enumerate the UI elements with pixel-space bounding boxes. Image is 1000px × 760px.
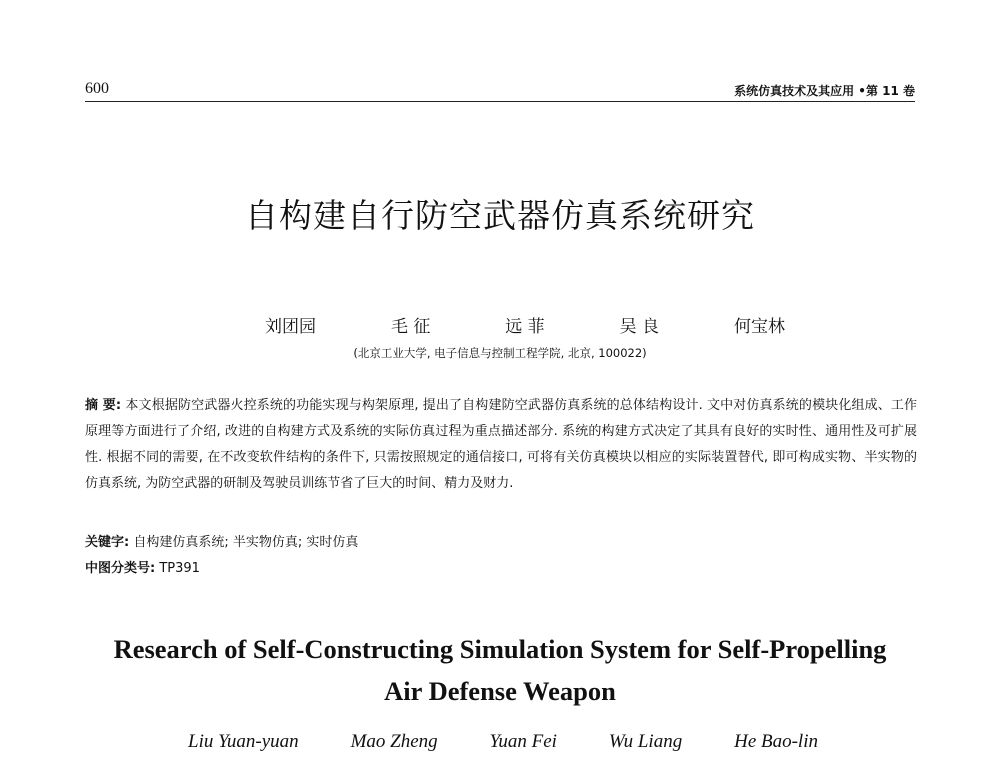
author-en: Liu Yuan-yuan: [188, 731, 299, 752]
page-header: [85, 80, 915, 100]
keywords: [85, 531, 358, 550]
author-en: Yuan Fei: [489, 731, 557, 752]
author-en: Wu Liang: [608, 731, 683, 752]
classification-label: 中图分类号:: [85, 561, 156, 576]
abstract: [85, 393, 917, 497]
author-cn: 何宝林: [733, 317, 785, 337]
author-en: Mao Zheng: [350, 731, 438, 752]
page-number: 600: [85, 80, 109, 97]
chinese-authors: [265, 312, 785, 337]
english-title-line2: Air Defense Weapon: [384, 676, 616, 706]
classification: [85, 557, 200, 576]
author-en: He Bao-lin: [734, 731, 818, 752]
english-title-line1: Research of Self-Constructing Simulation System for Self-Propelling: [113, 634, 887, 664]
keywords-text: 自构建仿真系统; 半实物仿真; 实时仿真: [133, 535, 359, 550]
header-rule: [85, 101, 915, 102]
english-title: [0, 628, 1000, 712]
author-cn: 毛 征: [390, 317, 431, 337]
abstract-label: 摘 要:: [85, 398, 122, 413]
keywords-label: 关键字:: [85, 535, 130, 550]
chinese-affiliation: (北京工业大学, 电子信息与控制工程学院, 北京, 100022): [353, 346, 647, 360]
chinese-title: 自构建自行防空武器仿真系统研究: [245, 196, 755, 235]
english-authors: [188, 731, 818, 753]
author-cn: 吴 良: [619, 317, 660, 337]
author-cn: 刘团园: [265, 317, 316, 337]
author-cn: 远 菲: [505, 317, 545, 337]
classification-text: TP391: [159, 561, 200, 576]
journal-name: 系统仿真技术及其应用 •第 11 卷: [734, 84, 915, 98]
abstract-text: 本文根据防空武器火控系统的功能实现与构架原理, 提出了自构建防空武器仿真系统的总体结构设计. 文中对仿真系统的模块化组成、工作原理等方面进行了介绍, 改进的自构建方式及系统的实际仿真过程为重点描述部分. 系统的构建方式决定了其具有良好的实时性、通用性及可扩展性. 根据不同的需要, 在不改变软件结构的条件下, 只需按照规定的通信接口, 可将有关仿真模块以相应的实际装置替代, 即可构成实物、半实物的仿真系统, 为防空武器的研制及驾驶员训练节省了巨大的时间、精力及财力.: [85, 398, 918, 491]
